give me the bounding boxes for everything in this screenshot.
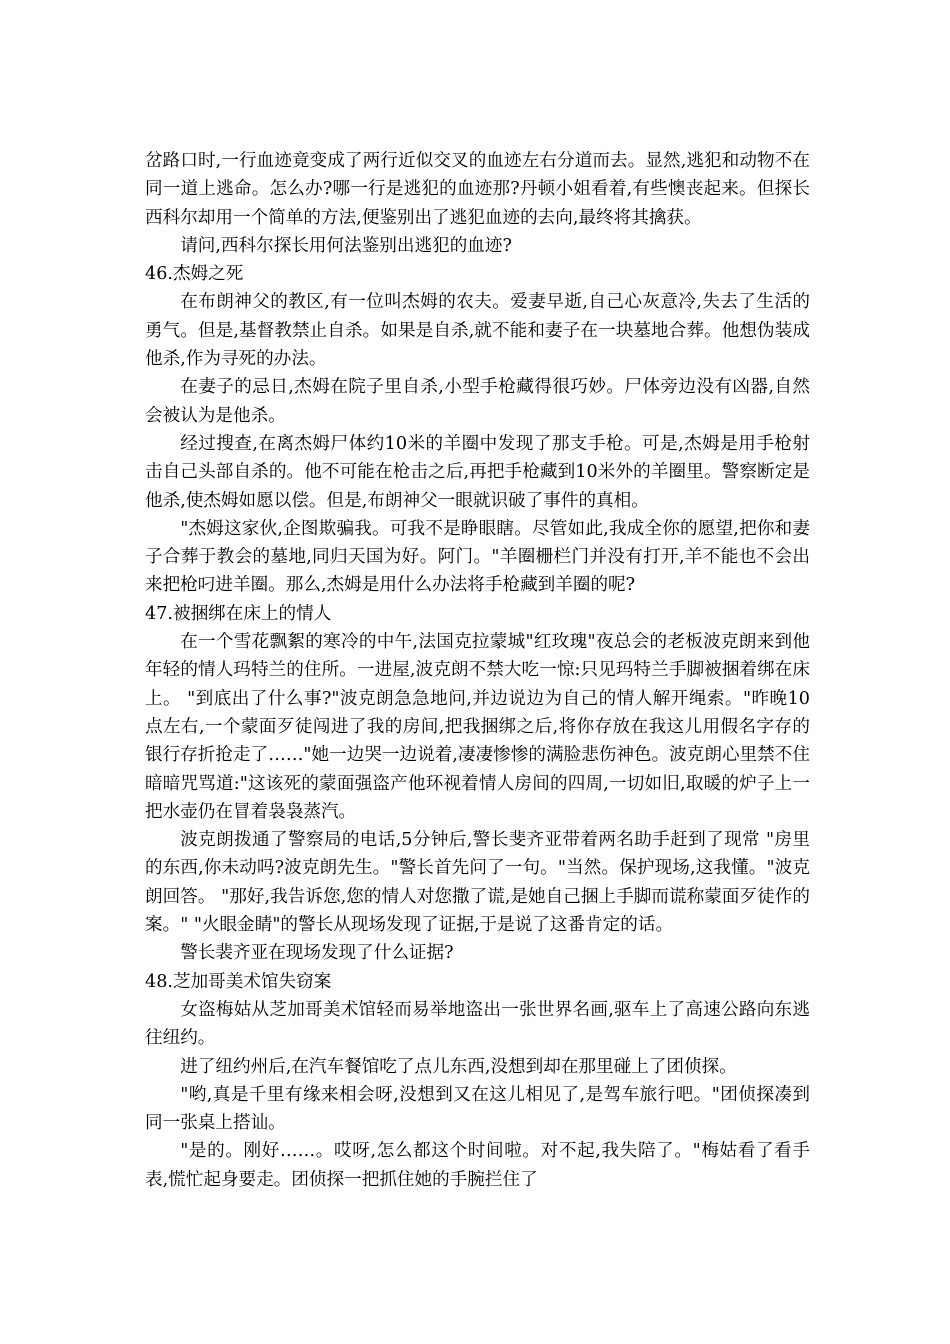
paragraph: 经过搜查,在离杰姆尸体约10米的羊圈中发现了那支手枪。可是,杰姆是用手枪射击自己头部自杀的。他不可能在枪击之后,再把手枪藏到10米外的羊圈里。警察断定是他杀,使杰姆如愿以偿。但是,布朗神父一眼就识破了事件的真相。	[145, 433, 810, 511]
paragraph: 在妻子的忌日,杰姆在院子里自杀,小型手枪藏得很巧妙。尸体旁边没有凶器,自然会被认为是他杀。	[145, 377, 810, 426]
paragraph: 请问,西科尔探长用何法鉴别出逃犯的血迹?	[180, 235, 512, 256]
paragraph: 在一个雪花飘絮的寒冷的中午,法国克拉蒙城"红玫瑰"夜总会的老板波克朗来到他年轻的情人玛特兰的住所。一进屋,波克朗不禁大吃一惊:只见玛特兰手脚被捆着绑在床上。 "到底出了什么事?"波克朗急急地问,并边说边为自己的情人解开绳索。"昨晚10点左右,一个蒙面歹徒闯进了我的房间,把我捆绑之后,将你存放在我这儿用假名字存的银行存折抢走了……"她一边哭一边说着,凄凄惨惨的满脸悲伤神色。波克朗心里禁不住暗暗咒骂道:"这该死的蒙面强盗产他环视着情人房间的四周,一切如旧,取暖的炉子上一把水壶仍在冒着袅袅蒸汽。	[145, 632, 810, 822]
paragraph: 在布朗神父的教区,有一位叫杰姆的农夫。爱妻早逝,自己心灰意冷,失去了生活的勇气。但是,基督教禁止自杀。如果是自杀,就不能和妻子在一块墓地合葬。他想伪装成他杀,作为寻死的办法。	[145, 292, 810, 370]
paragraph: 警长裴齐亚在现场发现了什么证据?	[180, 943, 454, 964]
paragraph: 波克朗拨通了警察局的电话,5分钟后,警长斐齐亚带着两名助手赶到了现常 "房里的东西,你未动吗?波克朗先生。"警长首先问了一句。"当然。保护现场,这我懂。"波克朗回答。 "那好,我告诉您,您的情人对您撒了谎,是她自己捆上手脚而谎称蒙面歹徒作的案。" "火眼金睛"的警长从现场发现了证据,于是说了这番肯定的话。	[145, 830, 810, 936]
paragraph: "哟,真是千里有缘来相会呀,没想到又在这儿相见了,是驾车旅行吧。"团侦探凑到同一张桌上搭讪。	[145, 1084, 810, 1134]
document-body	[145, 147, 810, 1194]
paragraph: 进了纽约州后,在汽车餐馆吃了点儿东西,没想到却在那里碰上了团侦探。	[180, 1056, 737, 1077]
section-heading-48: 48.芝加哥美术馆失窃案	[145, 971, 332, 992]
section-heading-46: 46.杰姆之死	[145, 264, 244, 285]
paragraph: 岔路口时,一行血迹竟变成了两行近似交叉的血迹左右分道而去。显然,逃犯和动物不在同一道上逃命。怎么办?哪一行是逃犯的血迹那?丹顿小姐看着,有些懊丧起来。但探长西科尔却用一个简单的方法,便鉴别出了逃犯血迹的去向,最终将其擒获。	[145, 151, 810, 228]
paragraph: "杰姆这家伙,企图欺骗我。可我不是睁眼瞎。尽管如此,我成全你的愿望,把你和妻子合葬于教会的墓地,同归天国为好。阿门。"羊圈栅栏门并没有打开,羊不能也不会出来把枪叼进羊圈。那么,杰姆是用什么办法将手枪藏到羊圈的呢?	[145, 518, 810, 596]
section-heading-47: 47.被捆绑在床上的情人	[145, 603, 332, 624]
paragraph: "是的。刚好……。哎呀,怎么都这个时间啦。对不起,我失陪了。"梅姑看了看手表,慌忙起身要走。团侦探一把抓住她的手腕拦住了	[145, 1141, 810, 1190]
paragraph: 女盗梅姑从芝加哥美术馆轻而易举地盗出一张世界名画,驱车上了高速公路向东逃往纽约。	[145, 999, 810, 1049]
